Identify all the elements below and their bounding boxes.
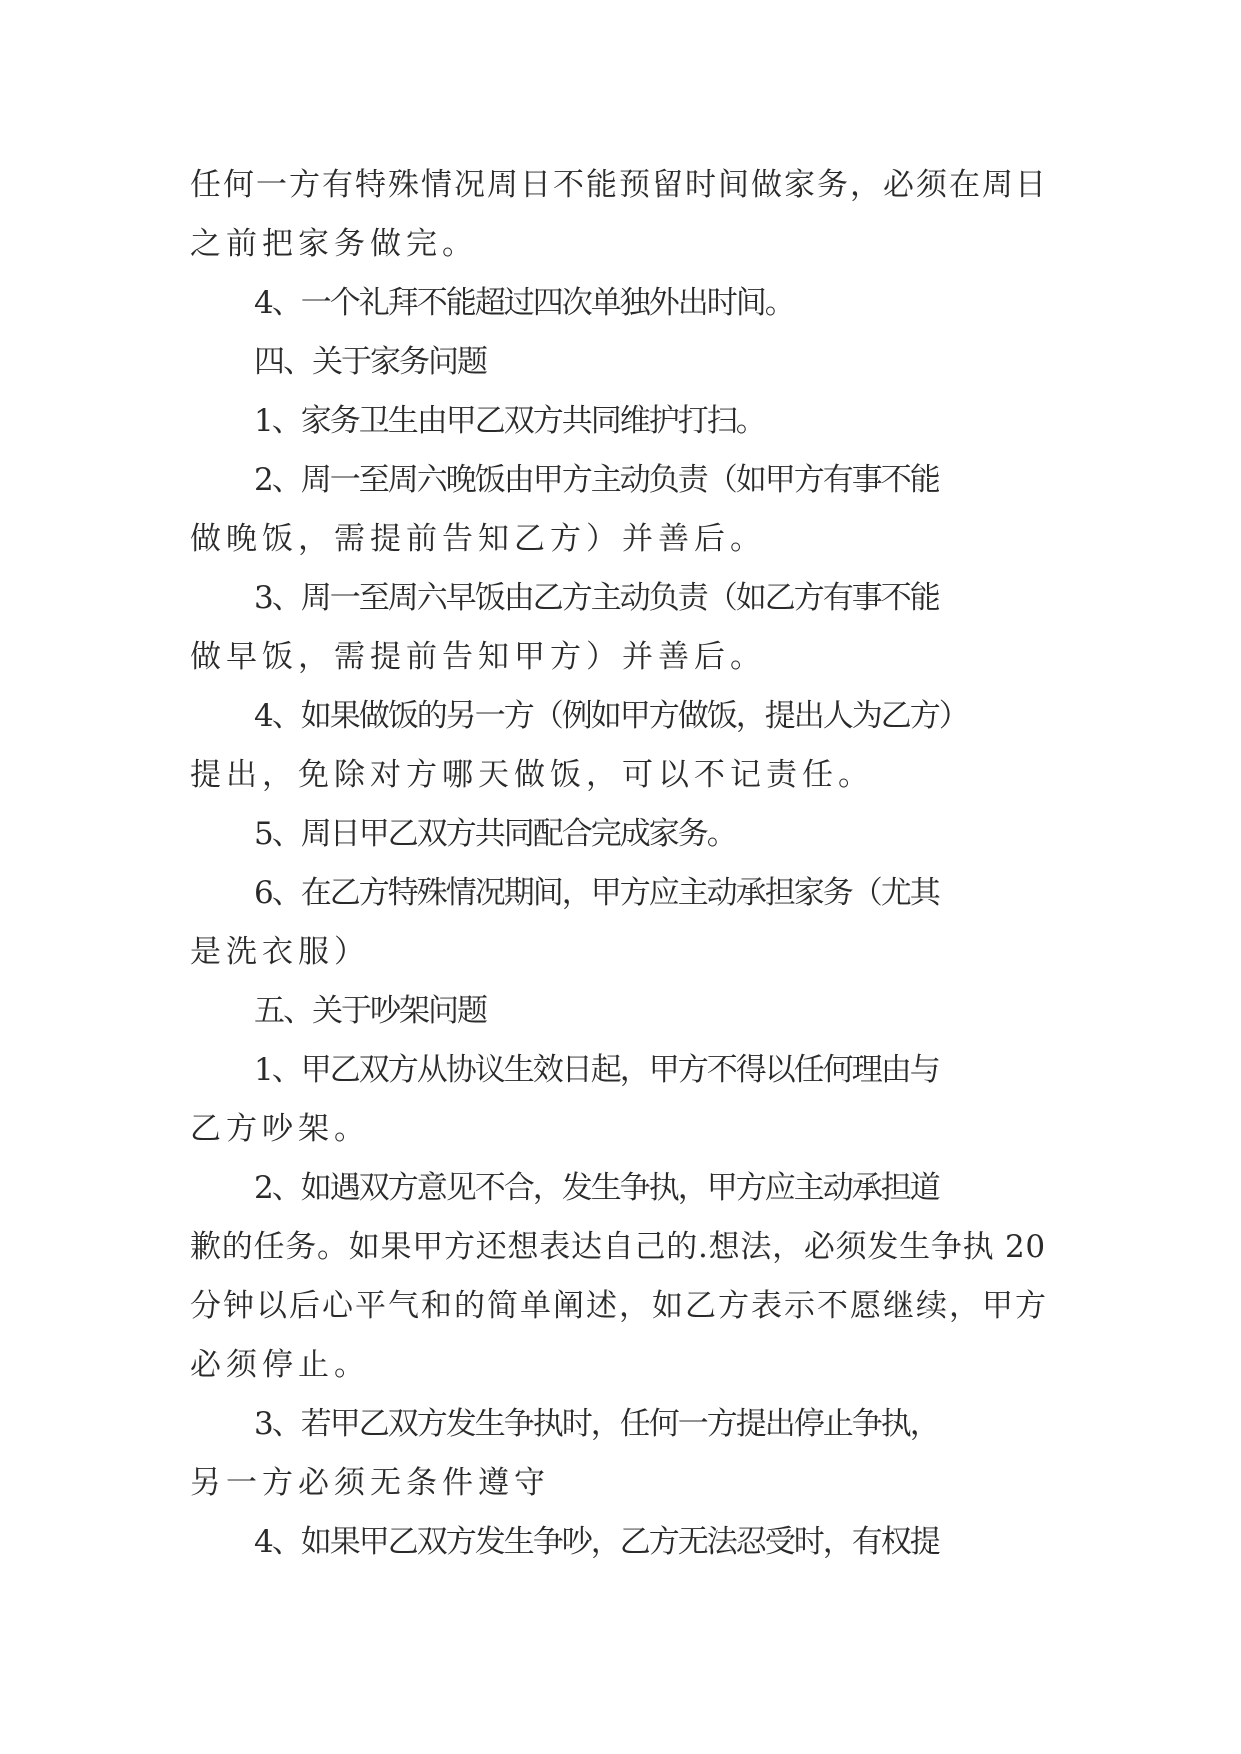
text-line: 歉的任务。如果甲方还想表达自己的.想法，必须发生争执 20 bbox=[190, 1229, 1046, 1265]
text-line: 4、一个礼拜不能超过四次单独外出时间。 bbox=[254, 285, 794, 321]
text-line: 做晚饭，需提前告知乙方）并善后。 bbox=[190, 521, 766, 557]
text-line: 5、周日甲乙双方共同配合完成家务。 bbox=[254, 816, 736, 852]
text-line: 五、关于吵架问题 bbox=[254, 993, 486, 1029]
text-line: 1、家务卫生由甲乙双方共同维护打扫。 bbox=[254, 403, 765, 439]
text-line: 四、关于家务问题 bbox=[254, 344, 486, 380]
text-line: 做早饭，需提前告知甲方）并善后。 bbox=[190, 639, 766, 675]
text-line: 乙方吵架。 bbox=[190, 1111, 370, 1147]
text-line: 分钟以后心平气和的简单阐述，如乙方表示不愿继续，甲方 bbox=[190, 1288, 1048, 1324]
text-line: 3、若甲乙双方发生争执时，任何一方提出停止争执， bbox=[254, 1406, 939, 1442]
text-line: 2、周一至周六晚饭由甲方主动负责（如甲方有事不能 bbox=[254, 462, 939, 498]
text-line: 4、如果做饭的另一方（例如甲方做饭，提出人为乙方） bbox=[254, 698, 968, 734]
text-line: 任何一方有特殊情况周日不能预留时间做家务，必须在周日 bbox=[190, 167, 1048, 203]
text-line: 之前把家务做完。 bbox=[190, 226, 478, 262]
text-line: 4、如果甲乙双方发生争吵，乙方无法忍受时，有权提 bbox=[254, 1524, 939, 1560]
text-line: 2、如遇双方意见不合，发生争执，甲方应主动承担道 bbox=[254, 1170, 939, 1206]
text-line: 1、甲乙双方从协议生效日起，甲方不得以任何理由与 bbox=[254, 1052, 939, 1088]
document-body bbox=[190, 156, 1050, 1572]
text-line: 是洗衣服） bbox=[190, 934, 370, 970]
text-line: 提出，免除对方哪天做饭，可以不记责任。 bbox=[190, 757, 874, 793]
text-line: 另一方必须无条件遵守 bbox=[190, 1465, 550, 1501]
text-line: 3、周一至周六早饭由乙方主动负责（如乙方有事不能 bbox=[254, 580, 939, 616]
text-line: 6、在乙方特殊情况期间，甲方应主动承担家务（尤其 bbox=[254, 875, 939, 911]
text-line: 必须停止。 bbox=[190, 1347, 370, 1383]
